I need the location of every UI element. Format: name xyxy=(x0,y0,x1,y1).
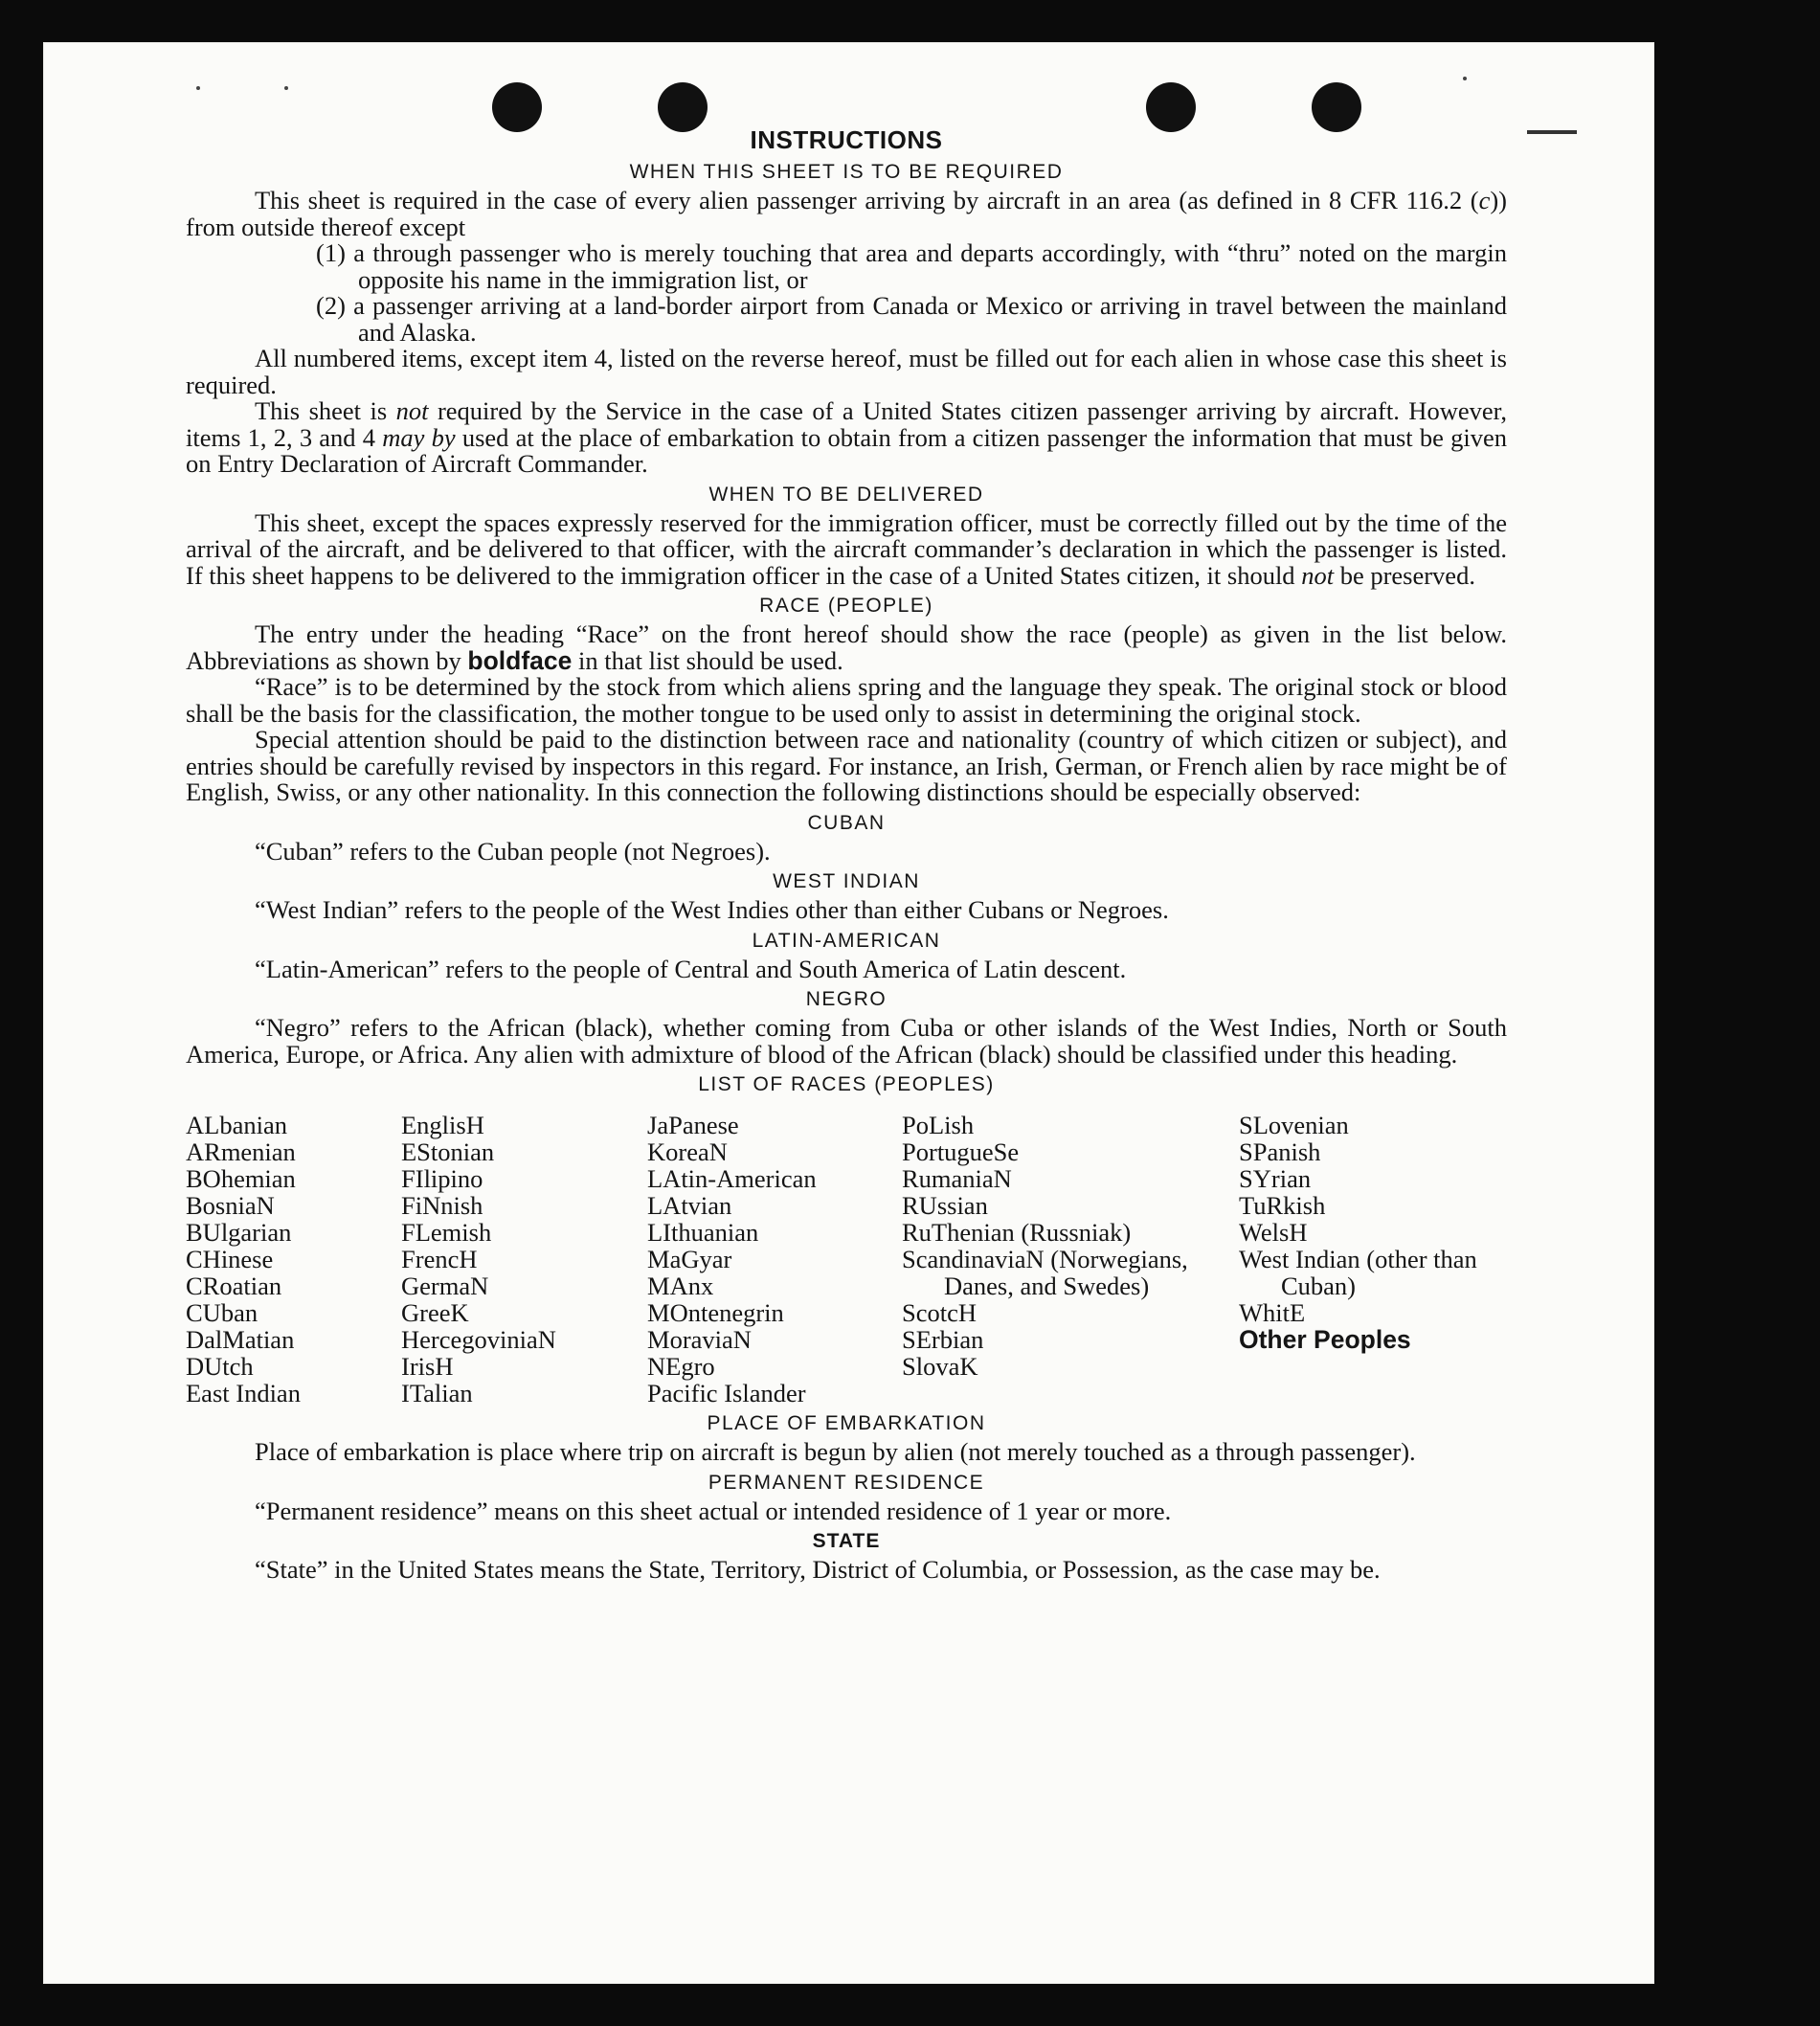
race-entry: WhitE xyxy=(1239,1298,1306,1327)
race-entry: IrisH xyxy=(401,1352,454,1381)
race-entry: PortugueSe xyxy=(902,1137,1020,1166)
race-entry: CUban xyxy=(186,1298,258,1327)
race-entry: SYrian xyxy=(1239,1164,1312,1193)
paragraph: “Negro” refers to the African (black), whether coming from Cuba or other islands of the West Indies, North or South America, Europe, or Africa. Any alien with admixture of blood of the African (black) should be classified under this heading. xyxy=(186,1013,1507,1069)
race-entry: FLemish xyxy=(401,1218,492,1247)
section-title: LIST OF RACES (PEOPLES) xyxy=(698,1073,995,1095)
race-entry: BosniaN xyxy=(186,1191,275,1220)
race-entry: EnglisH xyxy=(401,1111,484,1139)
section-title: LATIN-AMERICAN xyxy=(752,929,941,952)
race-entry: MOntenegrin xyxy=(647,1298,784,1327)
race-entry: PoLish xyxy=(902,1111,975,1139)
race-entry: MoraviaN xyxy=(647,1325,752,1354)
race-entry: TuRkish xyxy=(1239,1191,1326,1220)
race-entry: MaGyar xyxy=(647,1245,732,1273)
race-list xyxy=(186,1112,1507,1407)
paragraph: Special attention should be paid to the distinction between race and nationality (country of which citizen or subject), and entries should be carefully revised by inspectors in this regard. For instance, an Irish, German, or French alien by race might be of English, Swiss, or any other nationality. In this connection the following distinctions should be especially observed: xyxy=(186,725,1507,806)
race-entry: DUtch xyxy=(186,1352,254,1381)
race-entry: NEgro xyxy=(647,1352,715,1381)
race-column xyxy=(647,1112,902,1407)
race-entry: JaPanese xyxy=(647,1111,739,1139)
scan-speck xyxy=(196,86,200,90)
section-title: PERMANENT RESIDENCE xyxy=(708,1471,985,1494)
race-entry: WelsH xyxy=(1239,1218,1308,1247)
race-column xyxy=(902,1112,1239,1407)
race-entry: BOhemian xyxy=(186,1164,296,1193)
race-entry: FrencH xyxy=(401,1245,478,1273)
paragraph: “West Indian” refers to the people of the West Indies other than either Cubans or Negroes. xyxy=(255,895,1169,924)
scan-speck xyxy=(284,86,288,90)
paragraph: This sheet is not required by the Service in the case of a United States citizen passenger arriving by aircraft. However, items 1, 2, 3 and 4 may by used at the place of embarkation to obtain from a citizen passenger the information that must be given on Entry Declaration of Aircraft Commander. xyxy=(186,396,1507,478)
race-entry: SLovenian xyxy=(1239,1111,1349,1139)
race-entry: DalMatian xyxy=(186,1325,295,1354)
paragraph: “State” in the United States means the State, Territory, District of Columbia, or Possession, as the case may be. xyxy=(255,1555,1381,1584)
race-entry: LIthuanian xyxy=(647,1218,759,1247)
race-entry: KoreaN xyxy=(647,1137,728,1166)
paragraph: This sheet is required in the case of every alien passenger arriving by aircraft in an area (as defined in 8 CFR 116.2 (c)) from outside thereof except xyxy=(186,186,1507,241)
section-title: PLACE OF EMBARKATION xyxy=(707,1412,986,1434)
race-entry: SPanish xyxy=(1239,1137,1321,1166)
paragraph: All numbered items, except item 4, listed on the reverse hereof, must be filled out for each alien in whose case this sheet is required. xyxy=(186,344,1507,399)
race-entry: FiNnish xyxy=(401,1191,483,1220)
race-column xyxy=(186,1112,401,1407)
race-entry: MAnx xyxy=(647,1272,714,1300)
race-entry: LAtvian xyxy=(647,1191,732,1220)
paragraph: “Permanent residence” means on this sheet actual or intended residence of 1 year or more. xyxy=(255,1496,1172,1525)
paragraph: “Cuban” refers to the Cuban people (not Negroes). xyxy=(255,836,771,866)
scan-speck xyxy=(1463,77,1467,80)
race-entry: LAtin-American xyxy=(647,1164,817,1193)
section-title: WHEN TO BE DELIVERED xyxy=(708,483,984,506)
race-entry: GermaN xyxy=(401,1272,489,1300)
race-entry: CHinese xyxy=(186,1245,274,1273)
race-column xyxy=(401,1112,647,1407)
instructions-content xyxy=(186,124,1507,1584)
paragraph: “Race” is to be determined by the stock from which aliens spring and the language they speak. The original stock or blood shall be the basis for the classification, the mother tongue to be used only to assist in determining the original stock. xyxy=(186,672,1507,728)
section-title: WEST INDIAN xyxy=(773,870,920,892)
race-entry: HercegoviniaN xyxy=(401,1325,556,1354)
race-entry: ITalian xyxy=(401,1379,473,1407)
section-title: CUBAN xyxy=(807,811,886,834)
race-entry: ScotcH xyxy=(902,1298,977,1327)
section-title: NEGRO xyxy=(805,988,888,1010)
paragraph: “Latin-American” refers to the people of Central and South America of Latin descent. xyxy=(255,954,1127,983)
race-entry: EStonian xyxy=(401,1137,495,1166)
race-entry: CRoatian xyxy=(186,1272,282,1300)
paragraph: Place of embarkation is place where trip on aircraft is begun by alien (not merely touched as a through passenger). xyxy=(255,1437,1416,1466)
race-entry: East Indian xyxy=(186,1379,301,1407)
race-entry: SErbian xyxy=(902,1325,984,1354)
section-title: STATE xyxy=(812,1530,881,1552)
race-entry: RuThenian (Russniak) xyxy=(902,1218,1132,1247)
page-title: INSTRUCTIONS xyxy=(750,125,943,154)
race-column xyxy=(1239,1112,1507,1407)
list-item: (1) a through passenger who is merely touching that area and departs accordingly, with “thru” noted on the margin opposite his name in the immigration list, or xyxy=(316,238,1507,294)
race-entry: Other Peoples xyxy=(1239,1325,1411,1354)
race-entry: SlovaK xyxy=(902,1352,978,1381)
paragraph: This sheet, except the spaces expressly reserved for the immigration officer, must be correctly filled out by the time of the arrival of the aircraft, and be delivered to that officer, with the aircraft commander’s declaration in which the passenger is listed. If this sheet happens to be delivered to the immigration officer in the case of a United States citizen, it should not be preserved. xyxy=(186,507,1507,590)
race-entry: West Indian (other than Cuban) xyxy=(1239,1245,1477,1300)
race-entry: Pacific Islander xyxy=(647,1379,806,1407)
section-title: RACE (PEOPLE) xyxy=(759,595,933,617)
race-entry: GreeK xyxy=(401,1298,469,1327)
edge-mark xyxy=(1527,130,1577,134)
race-entry: BUlgarian xyxy=(186,1218,292,1247)
race-entry: RumaniaN xyxy=(902,1164,1012,1193)
paragraph: The entry under the heading “Race” on the front hereof should show the race (people) as given in the list below. Abbreviations as shown by boldface in that list should be used. xyxy=(186,619,1507,675)
list-item: (2) a passenger arriving at a land-border airport from Canada or Mexico or arriving in travel between the mainland and Alaska. xyxy=(316,291,1507,347)
race-entry: ScandinaviaN (Norwegians, Danes, and Swedes) xyxy=(902,1245,1188,1300)
race-entry: RUssian xyxy=(902,1191,988,1220)
race-entry: ALbanian xyxy=(186,1111,287,1139)
section-title: WHEN THIS SHEET IS TO BE REQUIRED xyxy=(629,161,1064,183)
race-entry: ARmenian xyxy=(186,1137,296,1166)
race-entry: FIlipino xyxy=(401,1164,483,1193)
